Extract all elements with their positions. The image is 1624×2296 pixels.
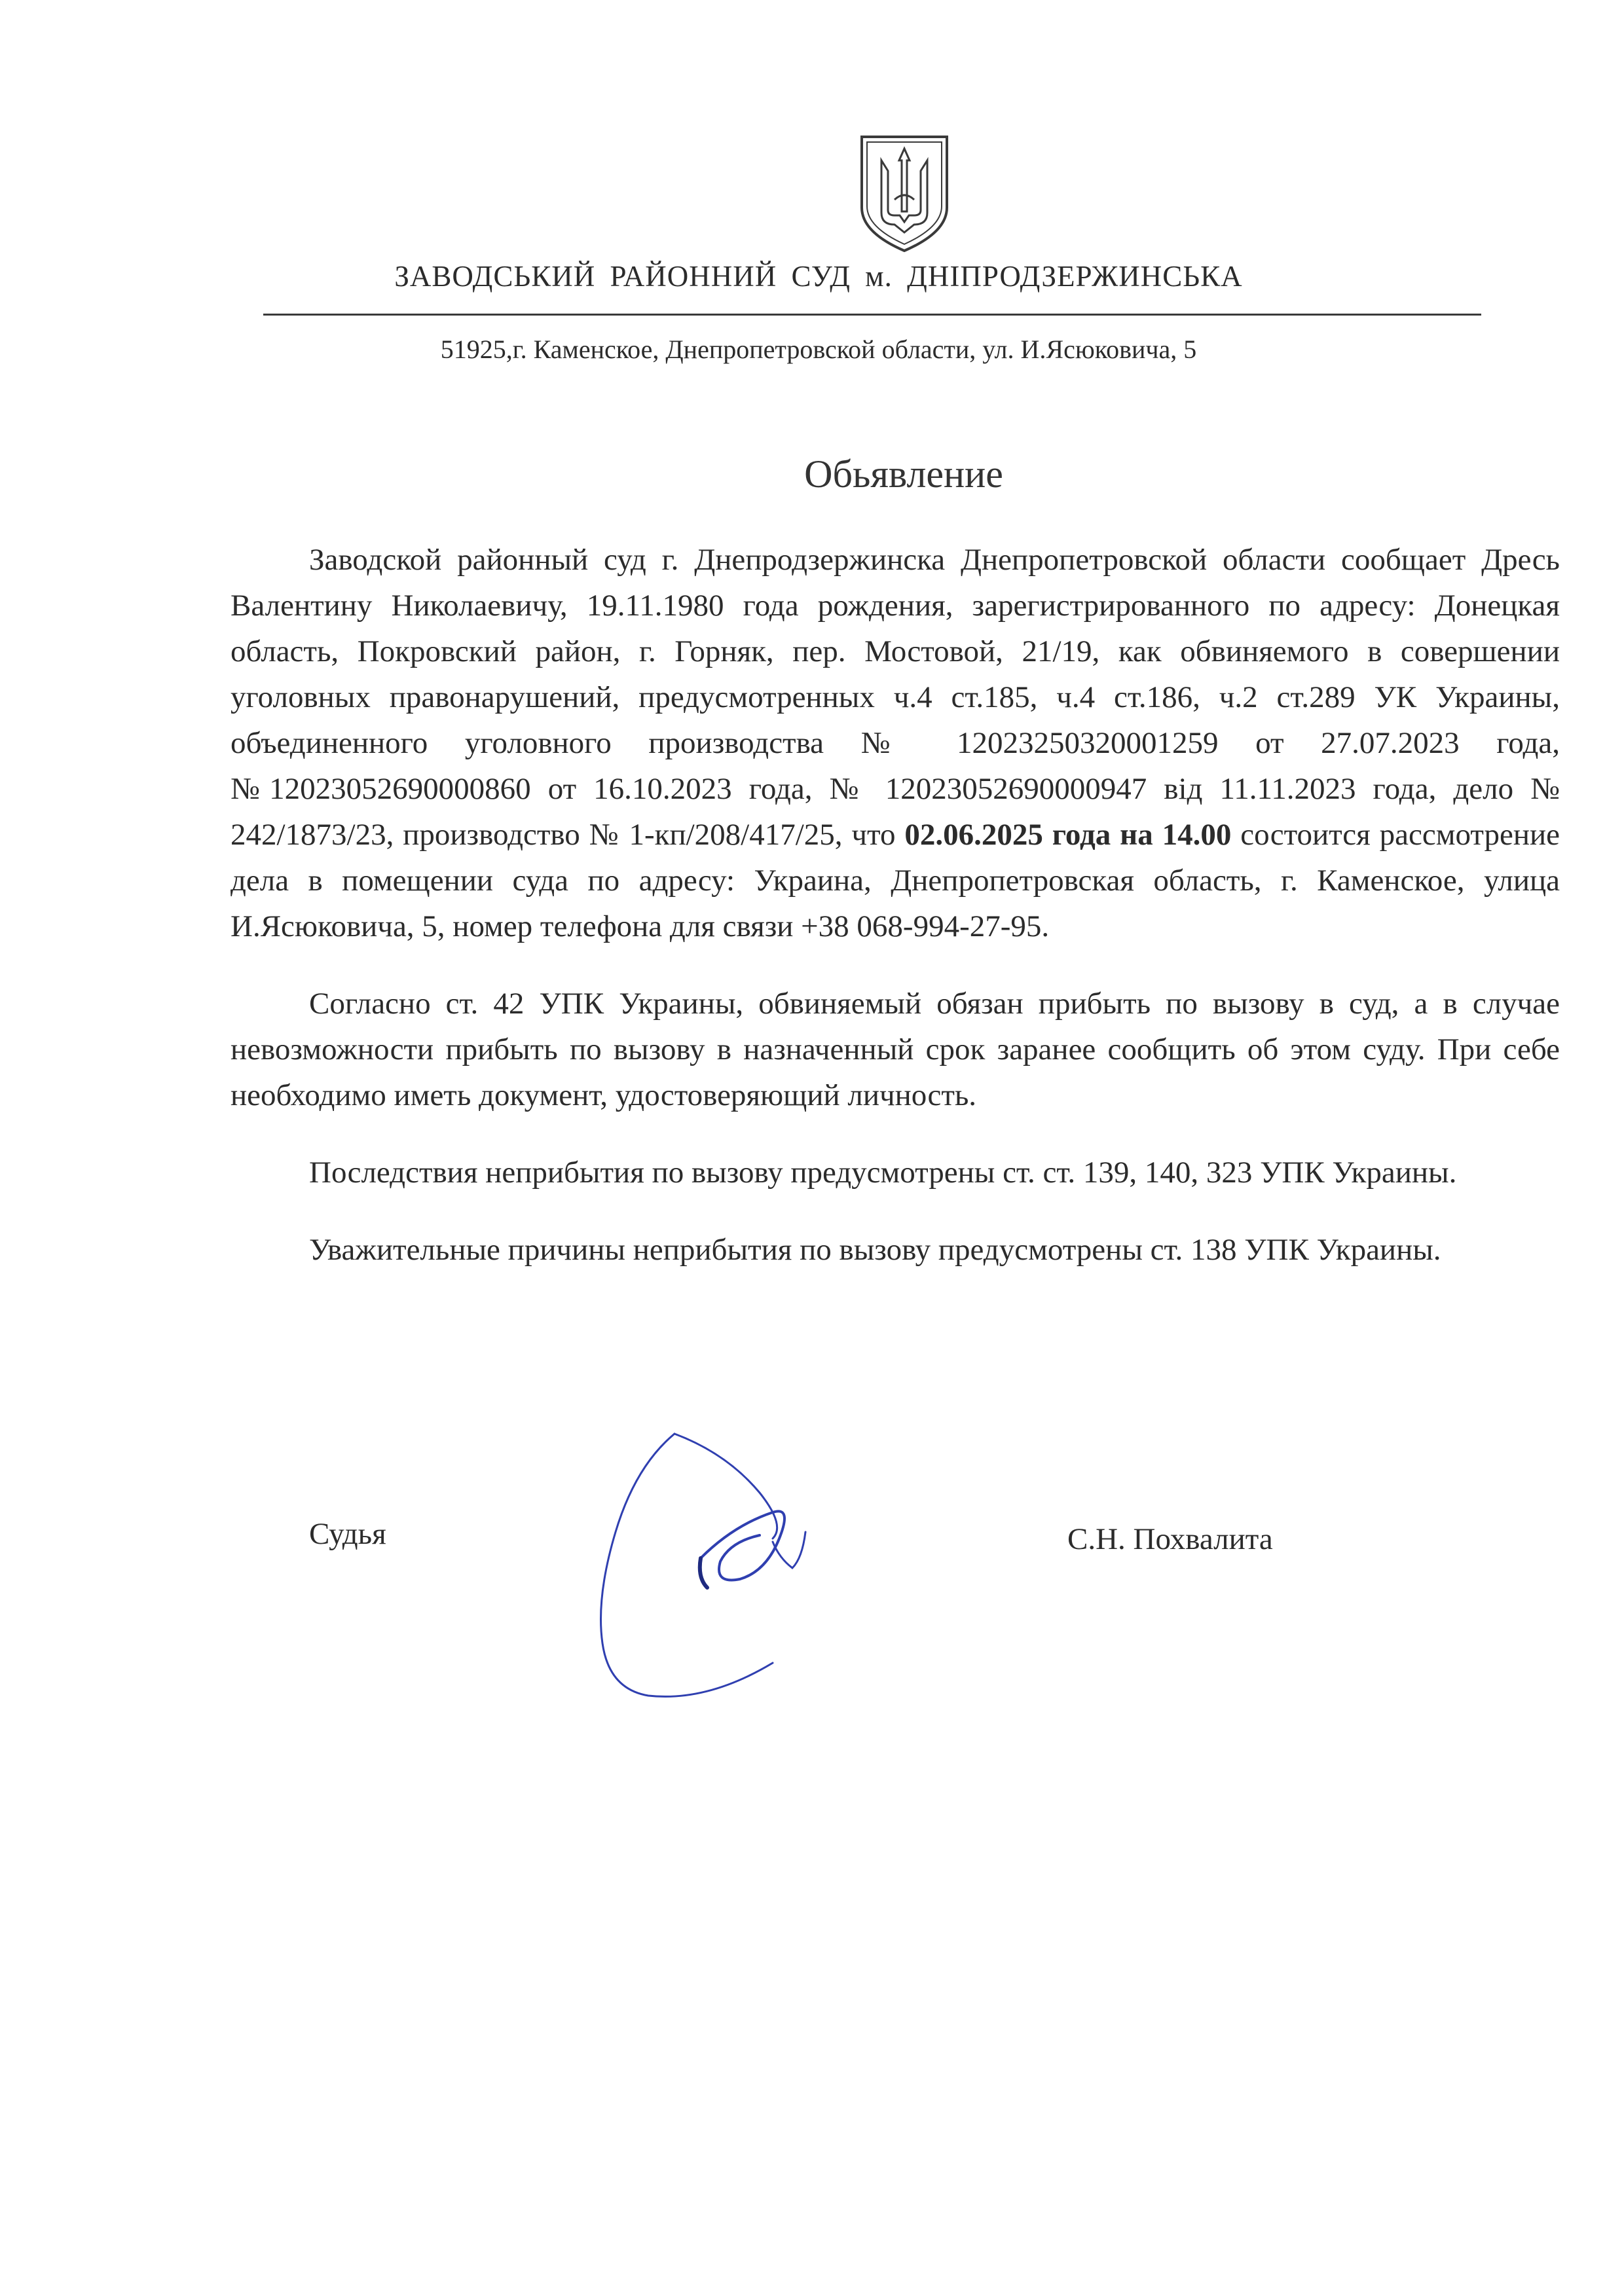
paragraph-gap (231, 1195, 1560, 1227)
paragraph-valid-reasons: Уважительные причины неприбытия по вызову предусмотрены ст. 138 УПК Украины. (309, 1233, 1441, 1267)
judge-name: С.Н. Похвалита (1067, 1522, 1273, 1556)
paragraph-gap (231, 949, 1560, 981)
summons-text-end: состоится рассмотрение дела в помещении суда по адресу: Украина, Днепропетровская область, г. Каменское, улица И.Ясюковича, 5, номер телефона для связи +38 068-994-27-95. (231, 818, 1560, 943)
paragraph-consequences: Последствия неприбытия по вызову предусмотрены ст. ст. 139, 140, 323 УПК Украины. (309, 1156, 1457, 1190)
announcement-body (231, 537, 1560, 1273)
header-divider (263, 314, 1481, 316)
judge-title: Судья (309, 1517, 386, 1551)
trident-emblem-icon (858, 134, 951, 253)
paragraph-summons (231, 537, 1560, 949)
court-address: 51925,г. Каменское, Днепропетровской области, ул. И.Ясюковича, 5 (440, 335, 1197, 364)
page-title: Обьявление (804, 452, 1003, 496)
court-name: ЗАВОДСЬКИЙ РАЙОННИЙ СУД м. ДНІПРОДЗЕРЖИНСЬКА (394, 260, 1243, 293)
hearing-datetime: 02.06.2025 года на 14.00 (904, 818, 1232, 852)
summons-text-start: Заводской районный суд г. Днепродзержинска Днепропетровской области сообщает Дресь Валентину Николаевичу, 19.11.1980 года рождения, зарегистрированного по адресу: Донецкая область, Покровский район, г. Горняк, пер. Мостовой, 21/19, как обвиняемого в совершении уголовных правонарушений, предусмотренных ч.4 ст.185, ч.4 ст.186, ч.2 ст.289 УК Украины, объединенного уголовного производства № 12023250320001259 от 27.07.2023 года, №12023052690000860 от 16.10.2023 года, № 12023052690000947 від 11.11.2023 года, дело № 242/1873/23, производство № 1-кп/208/417/25, что (231, 543, 1560, 852)
paragraph-obligation: Согласно ст. 42 УПК Украины, обвиняемый обязан прибыть по вызову в суд, а в случае невозможности прибыть по вызову в назначенный срок заранее сообщить об этом суду. При себе необходимо иметь документ, удостоверяющий личность. (231, 987, 1560, 1112)
handwritten-signature (576, 1427, 917, 1728)
paragraph-gap (231, 1118, 1560, 1150)
